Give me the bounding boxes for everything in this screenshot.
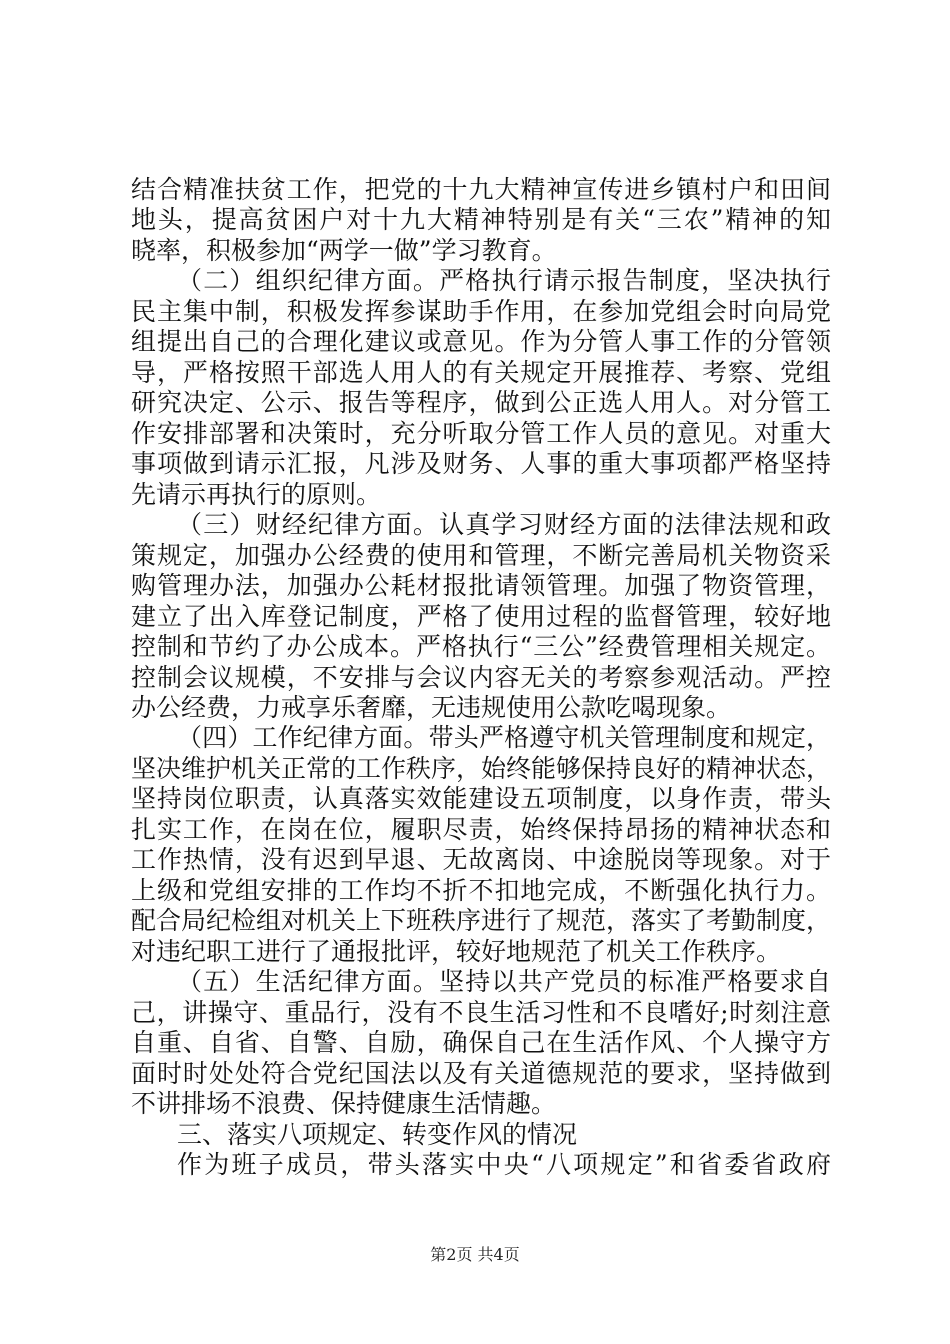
text-line: 晓率，积极参加“两学一做”学习教育。	[131, 236, 557, 265]
text-line: 办公经费，力戒享乐奢靡，无违规使用公款吃喝现象。	[131, 693, 732, 722]
section-heading: 三、落实八项规定、转变作风的情况	[177, 1120, 578, 1149]
text-line: 导，严格按照干部选人用人的有关规定开展推荐、考察、党组	[131, 358, 831, 387]
text-line: 扎实工作，在岗在位，履职尽责，始终保持昂扬的精神状态和	[131, 815, 831, 844]
text-line: 民主集中制，积极发挥参谋助手作用，在参加党组会时向局党	[131, 297, 831, 326]
text-line: 先请示再执行的原则。	[131, 480, 382, 509]
text-line: 事项做到请示汇报，凡涉及财务、人事的重大事项都严格坚持	[131, 449, 831, 478]
text-line: 己，讲操守、重品行，没有不良生活习性和不良嗜好;时刻注意	[131, 998, 831, 1027]
text-line: 配合局纪检组对机关上下班秩序进行了规范，落实了考勤制度，	[131, 906, 832, 935]
text-line: 工作热情，没有迟到早退、无故离岗、中途脱岗等现象。对于	[131, 845, 831, 874]
paragraph-start-line: （四）工作纪律方面。带头严格遵守机关管理制度和规定，	[177, 723, 831, 752]
text-line: 购管理办法，加强办公耗材报批请领管理。加强了物资管理，	[131, 571, 831, 600]
text-line: 地头，提高贫困户对十九大精神特别是有关“三农”精神的知	[131, 205, 831, 234]
text-line: 不讲排场不浪费、保持健康生活情趣。	[131, 1089, 557, 1118]
text-line: 面时时处处符合党纪国法以及有关道德规范的要求，坚持做到	[131, 1059, 831, 1088]
text-line: 建立了出入库登记制度，严格了使用过程的监督管理，较好地	[131, 602, 831, 631]
text-line: 作安排部署和决策时，充分听取分管工作人员的意见。对重大	[131, 419, 831, 448]
text-line: 控制和节约了办公成本。严格执行“三公”经费管理相关规定。	[131, 632, 831, 661]
paragraph-start-line: （二）组织纪律方面。严格执行请示报告制度，坚决执行	[177, 266, 831, 295]
text-line: 控制会议规模，不安排与会议内容无关的考察参观活动。严控	[131, 663, 831, 692]
text-line: 对违纪职工进行了通报批评，较好地规范了机关工作秩序。	[131, 937, 782, 966]
page-footer: 第2页 共4页	[430, 1245, 520, 1264]
text-line: 上级和党组安排的工作均不折不扣地完成，不断强化执行力。	[131, 876, 831, 905]
text-line: 坚持岗位职责，认真落实效能建设五项制度，以身作责，带头	[131, 784, 831, 813]
paragraph-start-line: （五）生活纪律方面。坚持以共产党员的标准严格要求自	[177, 967, 831, 996]
text-line: 自重、自省、自警、自励，确保自己在生活作风、个人操守方	[131, 1028, 831, 1057]
text-line: 组提出自己的合理化建议或意见。作为分管人事工作的分管领	[131, 327, 831, 356]
text-line: 研究决定、公示、报告等程序，做到公正选人用人。对分管工	[131, 388, 831, 417]
text-line: 策规定，加强办公经费的使用和管理，不断完善局机关物资采	[131, 541, 831, 570]
paragraph-start-line: 作为班子成员，带头落实中央“八项规定”和省委省政府	[177, 1150, 831, 1179]
text-line: 结合精准扶贫工作，把党的十九大精神宣传进乡镇村户和田间	[131, 175, 831, 204]
text-line: 坚决维护机关正常的工作秩序，始终能够保持良好的精神状态，	[131, 754, 832, 783]
paragraph-start-line: （三）财经纪律方面。认真学习财经方面的法律法规和政	[177, 510, 831, 539]
